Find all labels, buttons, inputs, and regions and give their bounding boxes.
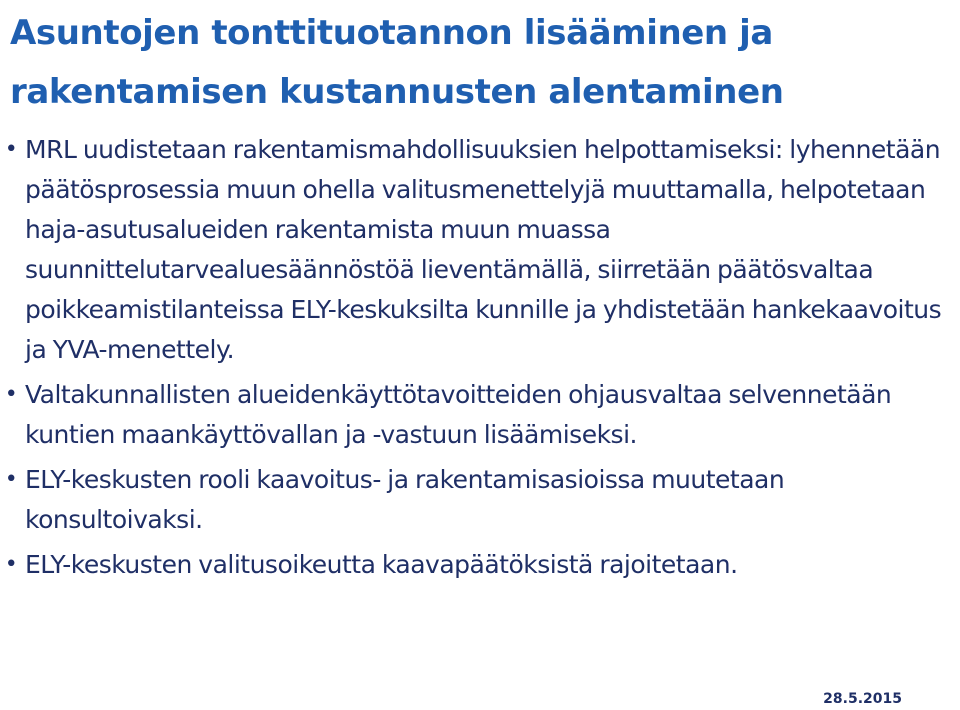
bullet-item (0, 460, 960, 540)
bullet-marker: • (4, 382, 18, 407)
bullet-text: ELY-keskusten rooli kaavoitus- ja rakentamisasioissa muutetaan konsultoivaksi. (25, 465, 785, 534)
bullet-item (0, 130, 960, 370)
bullet-text: ELY-keskusten valitusoikeutta kaavapäätöksistä rajoitetaan. (25, 550, 738, 579)
bullet-list (0, 130, 960, 590)
slide-title: Asuntojen tonttituotannon lisääminen ja rakentamisen kustannusten alentaminen (10, 13, 784, 112)
slide-date: 28.5.2015 (823, 691, 902, 707)
bullet-text: MRL uudistetaan rakentamismahdollisuuksien helpottamiseksi: lyhennetään päätösprosessia muun ohella valitusmenettelyjä muuttamalla, helpotetaan haja-asutusalueiden rakentamista muun muassa suunnittelutarvealuesäännöstöä lieventämällä, siirretään päätösvaltaa poikkeamistilanteissa ELY-keskuksilta kunnille ja yhdistetään hankekaavoitus ja YVA-menettely. (25, 135, 942, 364)
bullet-item (0, 375, 960, 455)
bullet-text: Valtakunnallisten alueidenkäyttötavoitteiden ohjausvaltaa selvennetään kuntien maankäyttövallan ja -vastuun lisäämiseksi. (25, 380, 892, 449)
bullet-marker: • (4, 552, 18, 577)
bullet-marker: • (4, 467, 18, 492)
bullet-item (0, 545, 960, 585)
bullet-marker: • (4, 137, 18, 162)
